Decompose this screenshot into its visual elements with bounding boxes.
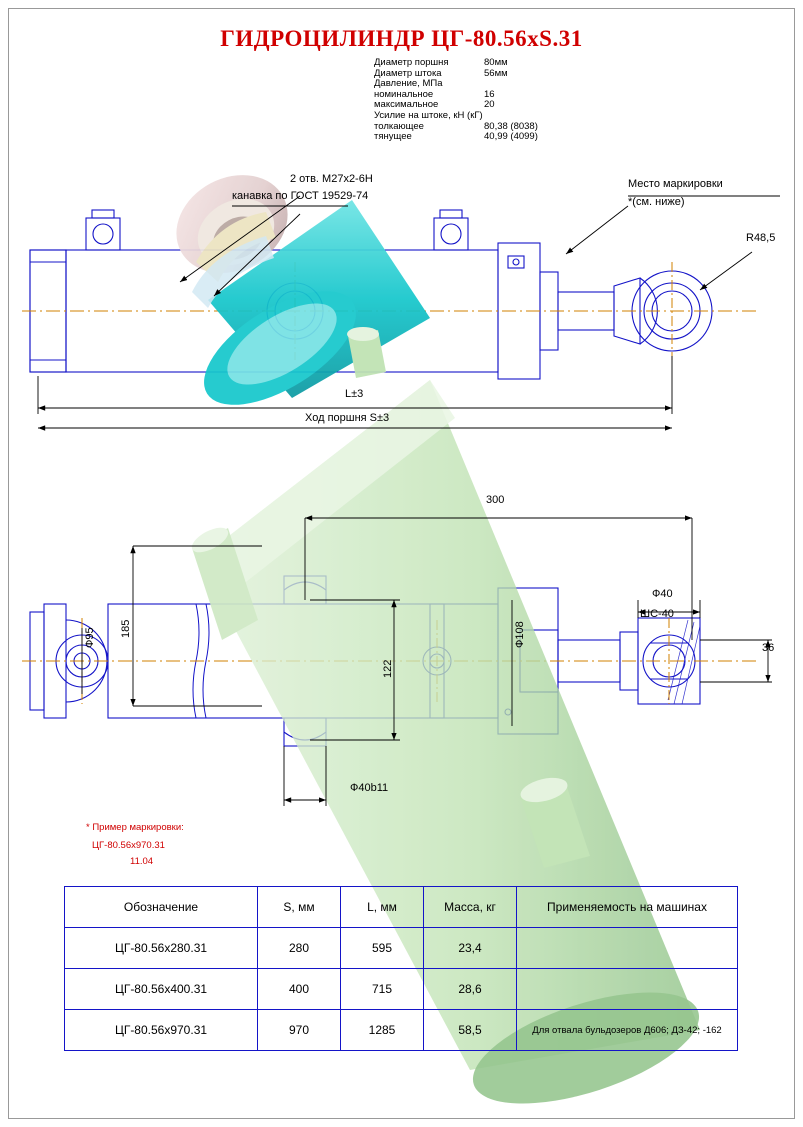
spec-row: Давление, МПа bbox=[374, 78, 443, 90]
stroke-label: Ход поршня S±3 bbox=[305, 412, 390, 424]
dim-185-label: 185 bbox=[120, 619, 132, 638]
cell-designation: ЦГ-80.56х970.31 bbox=[65, 1010, 258, 1051]
th-mass: Масса, кг bbox=[424, 887, 517, 928]
dim-phi40-label: Ф40 bbox=[652, 588, 673, 600]
page-title: ГИДРОЦИЛИНДР ЦГ-80.56xS.31 bbox=[220, 26, 583, 51]
dim-300-label: 300 bbox=[486, 494, 505, 506]
dim-122-label: 122 bbox=[382, 659, 394, 678]
cell-applicability: Для отвала бульдозеров Д606; ДЗ-42; -162 bbox=[517, 1010, 738, 1051]
cell-mass: 28,6 bbox=[424, 969, 517, 1010]
spec-row: Диаметр штока 56мм bbox=[374, 67, 508, 79]
spec-row: толкающее 80,38 (8038) bbox=[374, 120, 538, 132]
th-applicability: Применяемость на машинах bbox=[517, 887, 738, 928]
spec-row: Усилие на штоке, кН (кГ) bbox=[374, 109, 483, 121]
length-label: L±3 bbox=[345, 388, 364, 400]
table-row bbox=[65, 1010, 738, 1051]
thread-label: 2 отв. М27х2-6Н bbox=[290, 173, 373, 185]
dim-phi108-label: Ф108 bbox=[514, 621, 526, 648]
radius-label: R48,5 bbox=[746, 232, 776, 244]
cell-applicability bbox=[517, 969, 738, 1010]
cell-mass: 58,5 bbox=[424, 1010, 517, 1051]
spec-row: Диаметр поршня 80мм bbox=[374, 57, 508, 68]
spec-row: максимальное 20 bbox=[374, 99, 495, 111]
th-s: S, мм bbox=[258, 887, 341, 928]
spec-row: номинальное 16 bbox=[374, 88, 495, 100]
bearing-type-label: ШС-40 bbox=[640, 608, 674, 620]
cell-applicability bbox=[517, 928, 738, 969]
table-row bbox=[65, 928, 738, 969]
cell-l: 1285 bbox=[341, 1010, 424, 1051]
th-l: L, мм bbox=[341, 887, 424, 928]
marking-example-line1: * Пример маркировки: bbox=[86, 822, 184, 833]
th-designation: Обозначение bbox=[65, 887, 258, 928]
table-row bbox=[65, 969, 738, 1010]
table-header-row bbox=[65, 887, 738, 928]
cell-s: 280 bbox=[258, 928, 341, 969]
cell-mass: 23,4 bbox=[424, 928, 517, 969]
marking-example-line3: 11.04 bbox=[130, 856, 154, 867]
dim-phi95-label: Ф95 bbox=[84, 627, 96, 648]
groove-label: канавка по ГОСТ 19529-74 bbox=[232, 190, 369, 202]
cell-s: 970 bbox=[258, 1010, 341, 1051]
cell-l: 595 bbox=[341, 928, 424, 969]
cell-designation: ЦГ-80.56х400.31 bbox=[65, 969, 258, 1010]
cell-s: 400 bbox=[258, 969, 341, 1010]
marking-place-label: Место маркировки bbox=[628, 178, 723, 190]
cell-l: 715 bbox=[341, 969, 424, 1010]
cell-designation: ЦГ-80.56х280.31 bbox=[65, 928, 258, 969]
dim-36-label: 36 bbox=[762, 642, 775, 654]
specification-table bbox=[64, 886, 738, 1051]
marking-example-line2: ЦГ-80.56х970.31 bbox=[92, 840, 165, 851]
spec-row: тянущее 40,99 (4099) bbox=[374, 131, 538, 143]
dim-phi40b11-label: Ф40b11 bbox=[350, 782, 389, 794]
marking-see-below-label: *(см. ниже) bbox=[628, 196, 685, 208]
